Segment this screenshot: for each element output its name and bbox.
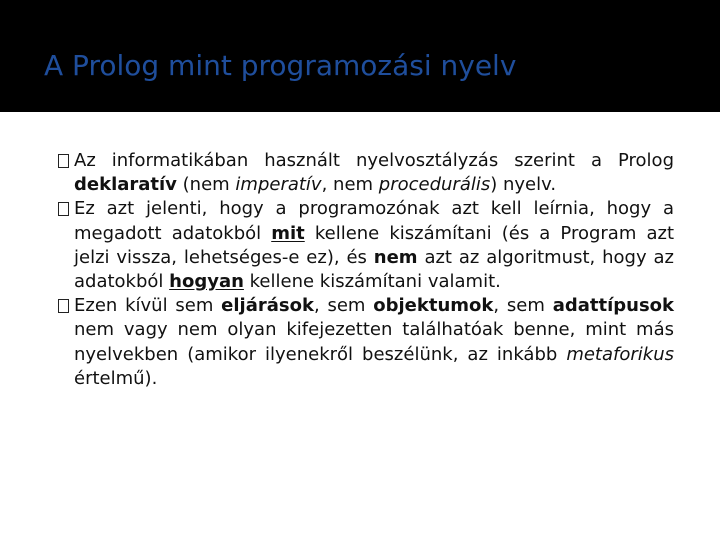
- square-bullet-icon: [58, 299, 69, 313]
- text-run: Ezen kívül sem: [74, 295, 222, 317]
- square-bullet-icon: [58, 202, 69, 216]
- slide-title: A Prolog mint programozási nyelv: [44, 49, 517, 82]
- emphasis-bold-underline: hogyan: [169, 271, 244, 293]
- text-run: kellene kiszámítani valamit.: [243, 271, 501, 293]
- text-run: nem vagy nem olyan kifejezetten találhatóak benne, mint más nyelvekben (amikor ilyenekről beszélünk, az inkább: [74, 319, 674, 365]
- text-run: , sem: [493, 295, 553, 317]
- bullet-item: [58, 197, 674, 294]
- text-run: (nem: [176, 174, 236, 196]
- square-bullet-icon: [58, 154, 69, 168]
- text-run: , nem: [321, 174, 379, 196]
- title-band: [0, 0, 720, 112]
- text-run: kellene kiszámítani (és a Program azt jelzi vissza, lehetséges-e ez), és: [74, 222, 674, 268]
- text-run: értelmű).: [74, 367, 158, 389]
- text-run: Az informatikában használt nyelvosztályzás szerint a Prolog: [74, 150, 674, 171]
- text-run: azt az algoritmust, hogy az adatokból: [74, 246, 674, 293]
- emphasis-italic: procedurális: [378, 174, 491, 196]
- text-run: ) nyelv.: [490, 174, 557, 196]
- bullet-item: [58, 294, 674, 391]
- bullet-list: [58, 149, 674, 391]
- emphasis-bold: nem: [373, 246, 418, 268]
- emphasis-italic: imperatív: [235, 174, 322, 196]
- emphasis-bold: objektumok: [373, 295, 494, 317]
- text-run: , sem: [313, 295, 374, 317]
- text-run: Ez azt jelenti, hogy a programozónak azt kell leírnia, hogy a megadott adatokból: [74, 198, 674, 244]
- emphasis-bold: eljárások: [221, 295, 314, 317]
- emphasis-bold: adattípusok: [552, 295, 675, 317]
- emphasis-bold: deklaratív: [74, 174, 177, 196]
- bullet-item: [58, 149, 674, 197]
- emphasis-italic: metaforikus: [566, 343, 674, 365]
- emphasis-bold-underline: mit: [271, 222, 305, 244]
